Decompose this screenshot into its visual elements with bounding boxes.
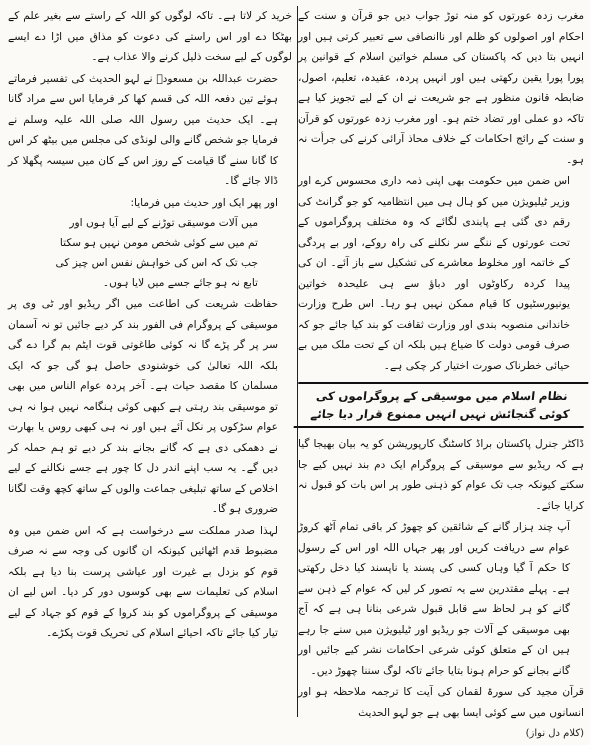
column-divider [297,6,298,717]
article-paragraph: حضرت عبداللہ بن مسعودؓ نے لہو الحدیث کی تفسیر فرماتے ہوئے تین دفعہ اللہ کی قسم کھا کر فرمایا اس سے مراد گانا ہے۔ ایک حدیث میں رسول اللہ صلی اللہ علیہ وسلم نے فرمایا جو شخص گانے والی لونڈی کی مجلس میں بیٹھ کر اس کا گانا سنے گا قیامت کے روز اس کے کان میں سیسہ پگھلا کر ڈالا جائے گا۔ [8,72,278,187]
hadith-quote [8,214,292,293]
article-headline: نظام اسلام میں موسیقی کے پروگراموں کی کوئی گنجائش نہیں انہیں ممنوع قرار دیا جائے [294,382,589,428]
article-credit: (کلام دل نواز) [525,728,584,739]
article-paragraph: قرآن مجید کی سورۃ لقمان کی آیت کا ترجمہ ملاحظہ ہو اور انسانوں میں سے کوئی ایسا بھی ہے جو لہو الحدیث [298,686,584,719]
article-paragraph: آپ چند ہزار گانے کے شائقین کو چھوڑ کر باقی تمام آٹھ کروڑ عوام سے دریافت کریں اور پھر جہاں اللہ اور اس کے رسول کا حکم آ گیا وہاں کسی کی پسند یا ناپسند کیا دخل رکھتی ہے۔ پہلے مقتدرین سے یہ تصور کر لیں کہ عوام کے ذہن سے گانے کو ہر لحاظ سے قابل قبول شرعی بنانا ہی ہے کہ آج بھی موسیقی کے آلات جو ریڈیو اور ٹیلیویژن میں سنے جا رہے ہیں ان کے متعلق کوئی شرعی احکامات نشر کیے جائیں اور گانے بجانے کو حرام ہونا بتایا جائے تاکہ لوگ سننا چھوڑ دیں۔ [298,521,570,677]
right-column [298,6,584,739]
article-paragraph: خرید کر لاتا ہے۔ تاکہ لوگوں کو اللہ کے راستے سے بغیر علم کے بھٹکا دے اور اس راستے کی دعوت کو مذاق میں اڑا دے ایسے لوگوں کے لیے سخت ذلیل کرنے والا عذاب ہے۔ [8,10,292,63]
quote-line: میں آلات موسیقی توڑنے کے لیے آیا ہوں اور [69,217,258,229]
article-paragraph: لہذا صدر مملکت سے درخواست ہے کہ اس ضمن میں وہ مضبوط قدم اٹھائیں کیونکہ ان گانوں کی وجہ سے نہ صرف قوم کو بزدل بے غیرت اور عیاشی پرست بنا دیا ہے بلکہ اسلام کی تعلیمات سے بھی کوسوں دور کر دیا۔ اس لیے ان موسیقی کے پروگراموں کو بند کروا کے قوم کو جہاد کے لیے تیار کیا جائے تاکہ احیائے اسلام کی تحریک قوت پکڑے۔ [8,524,278,639]
article-paragraph: حفاظت شریعت کی اطاعت میں اگر ریڈیو اور ٹی وی پر موسیقی کے پروگرام فی الفور بند کر دیے جائیں تو نہ آسمان سر پر گر پڑے گا نہ کوئی طاغوتی قوت ایٹم بم گرا دے گی بلکہ اللہ تعالیٰ کی خوشنودی حاصل ہو گی جو کہ ایک مسلمان کا مقصد حیات ہے۔ آخر پردہ عوام الناس میں بھی تو موسیقی بند رہتی ہے کبھی کوئی ہنگامہ نہیں ہوا نہ ہی عوام سڑکوں پر نکل آئے ہیں اور نہ ہی کبھی روس یا بھارت نے دھمکی دی ہے کہ گانے بجانے بند کر دیے تو ہم حملہ کر دیں گے۔ یہ سب اپنے اندر دل کا چور ہے جسے نکالنے کے لیے اخلاص کے ساتھ تبلیغی جماعت والوں کے ساتھ کچھ وقت لگانا ضروری ہو گا۔ [8,298,278,515]
article-paragraph: مغرب زدہ عورتوں کو منہ توڑ جواب دیں جو قرآن و سنت کے احکام اور اصولوں کو ظلم اور ناانصافی سے تعبیر کرتی ہیں اور انہیں بتا دیں کہ پاکستان کی مسلم خواتین اسلام کے قوانین پر پورا پورا یقین رکھتی ہیں اور انہیں پردہ، عقیدہ، تعلیم، اصول، ضابطہ قانون منظور ہے جو شریعت نے ان کے لیے تجویز کیا ہے تاکہ دو عملی اور تضاد ختم ہو۔ اور مغرب زدہ عورتوں کو قرآن و سنت کے رائج احکامات کے خلاف محاذ آرائی کرنے کی جرأت نہ ہو۔ [298,10,584,166]
article-paragraph: اور پھر ایک اور حدیث میں فرمایا: [130,196,278,209]
quote-line: تابع نہ ہو جائے جسے میں لایا ہوں۔ [102,277,258,289]
quote-line: جب تک کہ اس کی خواہش نفس اس چیز کی [55,257,258,269]
left-column [8,6,292,715]
quote-line: تم میں سے کوئی شخص مومن نہیں ہو سکتا [59,237,258,249]
article-paragraph: اس ضمن میں حکومت بھی اپنی ذمہ داری محسوس کرے اور وزیر ٹیلیویژن میں کو ہال ہی میں انتظامیہ کو جو گرانٹ کی رقم دی گئی ہے پابندی لگائے کہ وہ مختلف پروگراموں کے تحت عورتوں کے ننگے سر نکلنے کی راہ روکے، اور بے پردگی کے خاتمہ اور مخلوط معاشرے کی تشکیل سے باز آئے۔ ان کی پیدا کردہ رکاوٹوں اور دباؤ سے ہی علیحدہ خواتین یونیورسٹیوں کا قیام ممکن نہیں ہو رہا۔ اس طرح وزارت خاندانی منصوبہ بندی اور وزارت ثقافت کو بند کیا جائے جو کہ صرف قومی دولت کا ضیاع ہیں بلکہ ان کے تحت ملک میں بے حیائی خطرناک صورت اختیار کر چکی ہے۔ [298,175,570,372]
article-paragraph: ڈاکٹر جنرل پاکستان براڈ کاسٹنگ کارپوریشن کو یہ بیان بھیجا گیا ہے کہ ریڈیو سے موسیقی کے پروگرام ایک دم بند نہیں کیے جا سکتے کیونکہ جب تک عوام کو ذہنی طور پر اس بات کو قبول نہ کرایا جائے۔ [298,438,584,512]
